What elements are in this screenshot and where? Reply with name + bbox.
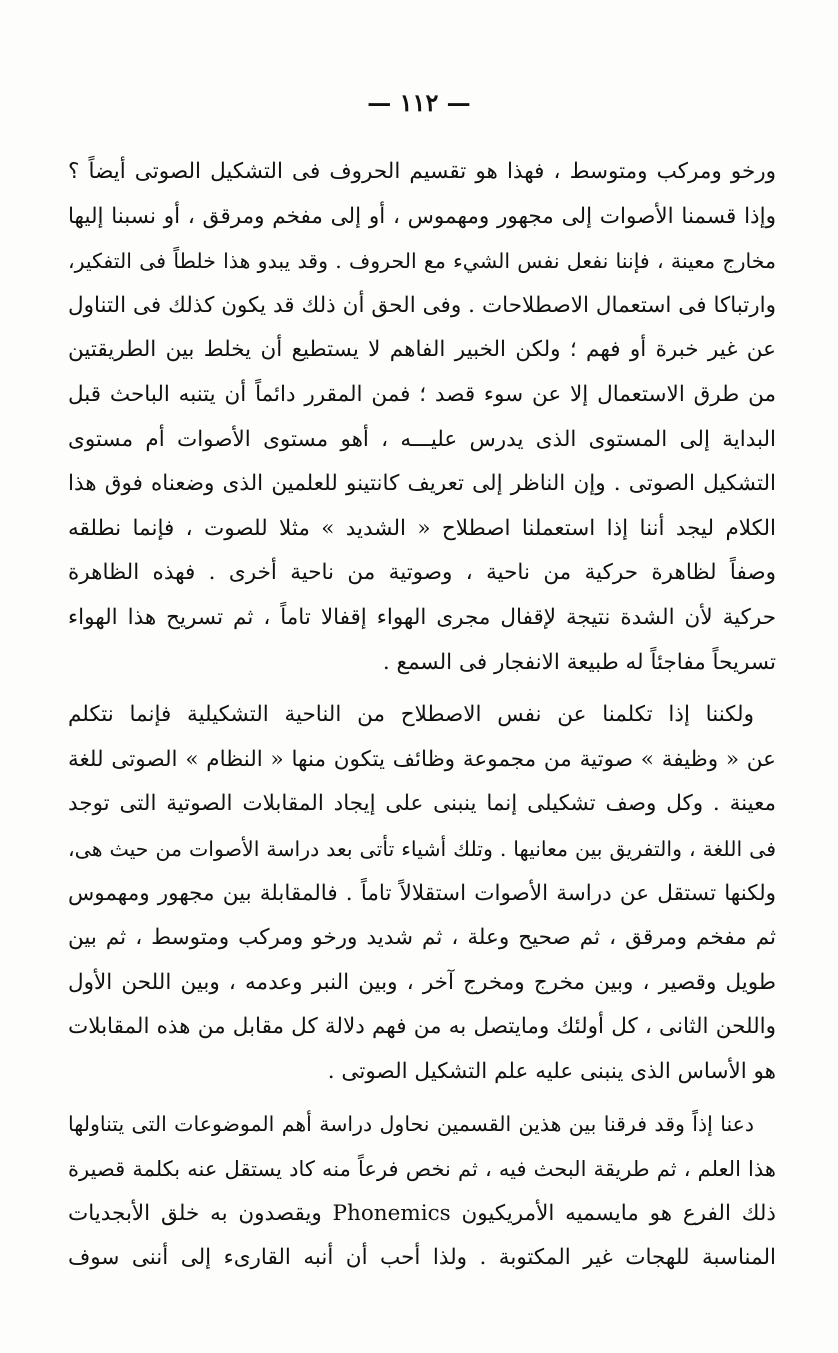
text-line: من طرق الاستعمال إلا عن سوء قصد ؛ فمن المقرر دائماً أن يتنبه الباحث قبل	[68, 381, 776, 407]
text-line: ثم مفخم ومرقق ، ثم صحيح وعلة ، ثم شديد ورخو ومركب ومتوسط ، ثم بين	[68, 925, 776, 951]
text-line: وصفاً لظاهرة حركية من ناحية ، وصوتية من ناحية أخرى . فهذه الظاهرة	[68, 560, 776, 586]
text-line: تسريحاً مفاجئاً له طبيعة الانفجار فى السمع .	[382, 649, 776, 675]
text-line: معينة . وكل وصف تشكيلى إنما ينبنى على إيجاد المقابلات الصوتية التى توجد	[68, 791, 776, 817]
paragraph-3	[68, 1102, 776, 1280]
text-line: عن « وظيفة » صوتية من مجموعة وظائف يتكون منها « النظام » الصوتى للغة	[68, 746, 776, 772]
text-line: ورخو ومركب ومتوسط ، فهذا هو تقسيم الحروف فى التشكيل الصوتى أيضاً ؟	[68, 159, 776, 184]
text-line: وارتباكا فى استعمال الاصطلاحات . وفى الحق أن ذلك قد يكون كذلك فى التناول	[68, 292, 776, 318]
text-line: البداية إلى المستوى الذى يدرس عليـــه ، أهو مستوى الأصوات أم مستوى	[68, 426, 776, 452]
paragraph-gap	[68, 685, 776, 693]
text-line: ولكنها تستقل عن دراسة الأصوات استقلالاً تاماً . فالمقابلة بين مجهور ومهموس	[68, 880, 776, 906]
paragraph-1	[68, 150, 776, 685]
text-line: المناسبة للهجات غير المكتوبة . ولذا أحب أن أنبه القارىء إلى أننى سوف	[68, 1245, 776, 1271]
text-line: هو الأساس الذى ينبنى عليه علم التشكيل الصوتى .	[327, 1058, 776, 1084]
text-line: ولكننا إذا تكلمنا عن نفس الاصطلاح من الناحية التشكيلية فإنما نتكلم	[68, 702, 754, 728]
text-line: مخارج معينة ، فإننا نفعل نفس الشيء مع الحروف . وقد يبدو هذا خلطاً فى التفكير،	[68, 249, 776, 274]
text-line: حركية لأن الشدة نتيجة لإقفال مجرى الهواء إقفالا تاماً ، ثم تسريح هذا الهواء	[68, 604, 776, 630]
text-line: وإذا قسمنا الأصوات إلى مجهور ومهموس ، أو إلى مفخم ومرقق ، أو نسبنا إليها	[68, 203, 776, 229]
text-line: عن غير خبرة أو فهم ؛ ولكن الخبير الفاهم لا يستطيع أن يخلط بين الطريقتين	[68, 337, 776, 363]
text-line: فى اللغة ، والتفريق بين معانيها . وتلك أشياء تأتى بعد دراسة الأصوات من حيث هى،	[68, 836, 776, 861]
text-line: ذلك الفرع هو مايسميه الأمريكيون Phonemics ويقصدون به خلق الأبجديات	[68, 1200, 776, 1226]
text-line: واللحن الثانى ، كل أولئك ومايتصل به من فهم دلالة كل مقابل من هذه المقابلات	[68, 1014, 776, 1040]
page-number: — ١١٢ —	[367, 88, 471, 117]
text-line: التشكيل الصوتى . وإن الناظر إلى تعريف كانتينو للعلمين الذى وضعناه فوق هذا	[68, 471, 776, 497]
text-line: دعنا إذاً وقد فرقنا بين هذين القسمين نحاول دراسة أهم الموضوعات التى يتناولها	[68, 1112, 754, 1137]
text-line: الكلام ليجد أننا إذا استعملنا اصطلاح « الشديد » مثلا للصوت ، فإنما نطلقه	[68, 515, 776, 541]
text-line: طويل وقصير ، وبين مخرج ومخرج آخر ، وبين النبر وعدمه ، وبين اللحن الأول	[68, 969, 776, 995]
paragraph-gap	[68, 1094, 776, 1102]
text-line: هذا العلم ، ثم طريقة البحث فيه ، ثم نخص فرعاً منه كاد يستقل عنه بكلمة قصيرة	[68, 1157, 776, 1182]
body-text	[68, 150, 776, 1281]
paragraph-2	[68, 693, 776, 1094]
